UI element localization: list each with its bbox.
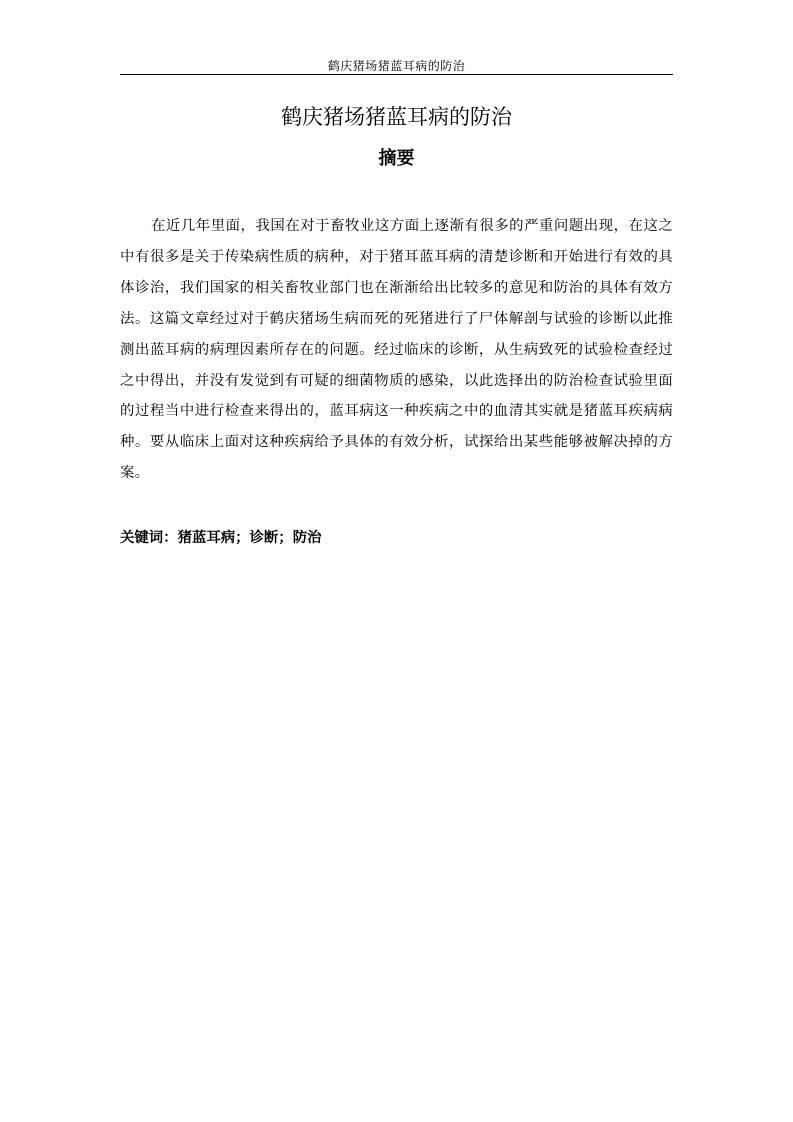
keywords-line: 关键词：猪蓝耳病；诊断；防治 bbox=[120, 530, 322, 546]
abstract-heading: 摘要 bbox=[378, 148, 415, 169]
header-divider bbox=[120, 74, 673, 75]
running-header: 鹤庆猪场猪蓝耳病的防治 bbox=[327, 59, 466, 73]
document-title: 鹤庆猪场猪蓝耳病的防治 bbox=[281, 105, 512, 129]
abstract-paragraph: 在近几年里面，我国在对于畜牧业这方面上逐渐有很多的严重问题出现，在这之中有很多是关于传染病性质的病种，对于猪耳蓝耳病的清楚诊断和开始进行有效的具体诊治，我们国家的相关畜牧业部门也在渐渐给出比较多的意见和防治的具体有效方法。这篇文章经过对于鹤庆猪场生病而死的死猪进行了尸体解剖与试验的诊断以此推测出蓝耳病的病理因素所存在的问题。经过临床的诊断，从生病致死的试验检查经过之中得出，并没有发觉到有可疑的细菌物质的感染，以此选择出的防治检查试验里面的过程当中进行检查来得出的，蓝耳病这一种疾病之中的血清其实就是猪蓝耳疾病病种。要从临床上面对这种疾病给予具体的有效分析，试探给出某些能够被解决掉的方案。 bbox=[120, 218, 673, 482]
